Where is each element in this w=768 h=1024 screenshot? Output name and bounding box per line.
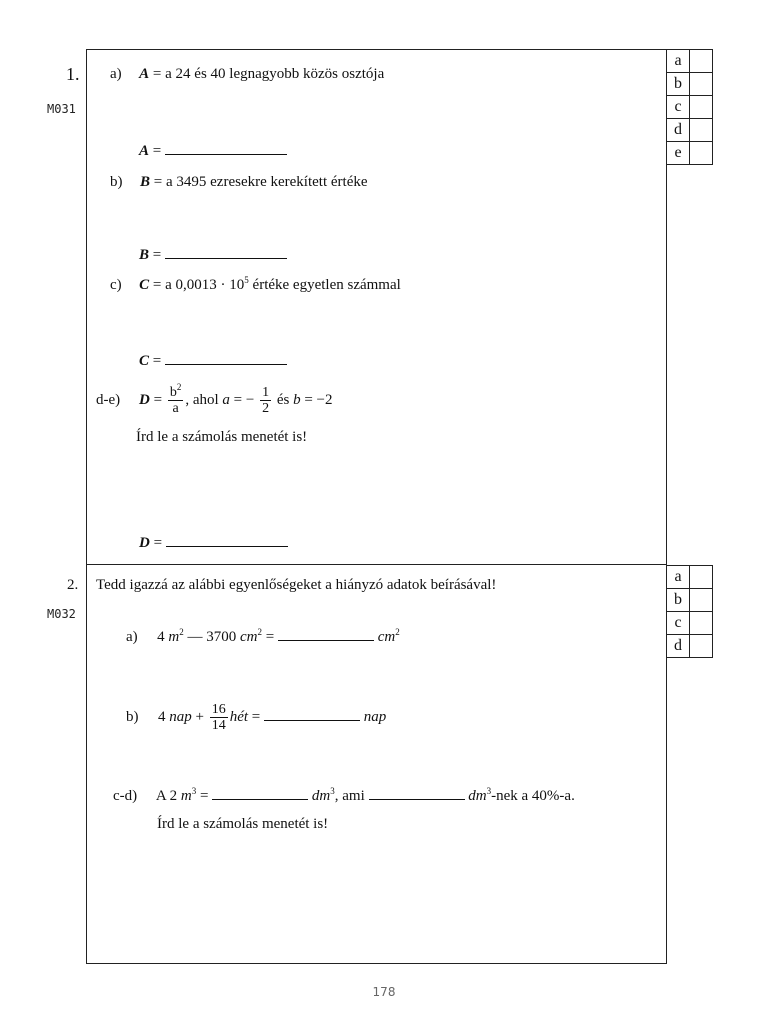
task2a-u2e: 2 (257, 627, 262, 637)
task2a-u3: cm (377, 629, 396, 645)
task1a-answer (139, 140, 287, 160)
score-row (667, 566, 713, 589)
task1-code: M031 (47, 102, 76, 116)
task2cd-question (113, 785, 575, 805)
task2cd-post: -nek a 40%-a. (491, 788, 575, 804)
task1de-answer-blank[interactable] (166, 532, 288, 547)
task1de-half-den: 2 (262, 401, 270, 417)
page-number: 178 (372, 985, 396, 999)
score-cell[interactable] (690, 589, 713, 612)
task1c-post: értéke egyetlen számmal (248, 277, 401, 293)
task2a-pre: 4 (157, 629, 169, 645)
task1de-frac-num-exp: 2 (176, 382, 182, 393)
task1de-var: D (139, 392, 150, 408)
task1de-b-eq: = −2 (300, 392, 333, 408)
task2cd-eq: = (196, 788, 213, 804)
task1-frame (86, 49, 667, 565)
score-cell[interactable] (690, 612, 713, 635)
score-row (667, 96, 713, 119)
task1b-answer (139, 244, 287, 264)
task2a-tag: a) (126, 629, 138, 645)
task2-frame (86, 564, 667, 964)
task2cd-u3: dm (468, 788, 487, 804)
task2a-u2: cm (240, 629, 258, 645)
task1a-text: = a 24 és 40 legnagyobb közös osztója (149, 66, 385, 82)
task2a-question (126, 626, 400, 646)
task2a-u3e: 2 (395, 627, 400, 637)
task2cd-u2: dm (311, 788, 331, 804)
task1de-a-eq: = − (229, 392, 255, 408)
task1b-answer-blank[interactable] (165, 244, 287, 259)
task2b-plus: + (191, 709, 208, 725)
score-label: d (667, 635, 690, 658)
task2b-eq: = (248, 709, 265, 725)
task2b-u1: nap (169, 709, 192, 725)
task1a-answer-eq: = (149, 143, 162, 159)
task2b-u3: nap (363, 709, 387, 725)
task1c-answer-blank[interactable] (165, 350, 287, 365)
task2-code: M032 (47, 607, 76, 621)
task1de-instruction: Írd le a számolás menetét is! (136, 429, 308, 445)
score-cell[interactable] (690, 50, 713, 73)
task2cd-u1: m (180, 788, 192, 804)
task1b-tag: b) (110, 174, 123, 190)
score-row (667, 73, 713, 96)
task1a-answer-blank[interactable] (165, 140, 287, 155)
score-label: a (667, 50, 690, 73)
task1de-a-var: a (222, 392, 230, 408)
task1a-tag: a) (110, 66, 122, 82)
task1de-eq: = (149, 392, 163, 408)
task2cd-u2e: 3 (330, 786, 335, 796)
task1de-es: és (273, 392, 294, 408)
task1de-question (139, 383, 332, 417)
score-row (667, 119, 713, 142)
score-row (667, 50, 713, 73)
task1c-var: C (139, 277, 150, 293)
task1de-half (260, 385, 271, 416)
task1b-question (110, 173, 368, 191)
score-label: a (667, 566, 690, 589)
score-cell[interactable] (690, 119, 713, 142)
task1b-text: = a 3495 ezresekre kerekített értéke (150, 174, 368, 190)
task2a-u1e: 2 (179, 627, 184, 637)
score-label: c (667, 96, 690, 119)
task1a-var: A (139, 66, 150, 82)
task1c-answer (139, 350, 287, 370)
task1c-answer-var: C (139, 353, 150, 369)
task2a-eq: = (262, 629, 278, 645)
task2b-u2: hét (229, 709, 249, 725)
task1de-answer (139, 532, 288, 552)
task2b-answer-blank[interactable] (264, 706, 360, 721)
task2a-mid: — 3700 (183, 629, 240, 645)
task2cd-pre: A 2 (155, 788, 181, 804)
score-cell[interactable] (690, 96, 713, 119)
task2a-answer-blank[interactable] (278, 626, 374, 641)
score-label: e (667, 142, 690, 165)
task1de-tag: d-e) (96, 392, 121, 408)
task1c-exp: 5 (244, 275, 249, 285)
task2b-den: 14 (211, 718, 226, 734)
task1de-b-var: b (293, 392, 301, 408)
task2cd-u1e: 3 (191, 786, 197, 796)
task2cd-u3e: 3 (486, 786, 492, 796)
score-row (667, 635, 713, 658)
task1de-answer-eq: = (149, 535, 163, 551)
task2a-u1: m (168, 629, 180, 645)
task2cd-blank-1[interactable] (212, 785, 308, 800)
score-label: b (667, 73, 690, 96)
task2b-tag: b) (126, 709, 139, 725)
task1de-fraction (168, 382, 184, 417)
task1b-answer-eq: = (149, 247, 162, 263)
task1de-answer-var: D (139, 535, 150, 551)
task1de-frac-den: a (172, 401, 179, 417)
score-cell[interactable] (690, 635, 713, 658)
task2-score-grid (666, 565, 713, 658)
score-row (667, 612, 713, 635)
task1c-tag: c) (110, 277, 122, 293)
task2b-fraction (210, 702, 228, 733)
score-cell[interactable] (690, 73, 713, 96)
task2-intro: Tedd igazzá az alábbi egyenlőségeket a hiányzó adatok beírásával! (96, 577, 497, 593)
task1-number: 1. (66, 64, 80, 84)
task1de-frac-num: b (169, 385, 177, 401)
task2cd-instruction: Írd le a számolás menetét is! (157, 816, 329, 832)
task2cd-tag: c-d) (113, 788, 138, 804)
score-label: c (667, 612, 690, 635)
task1a-answer-var: A (139, 143, 150, 159)
score-row (667, 142, 713, 165)
task1de-half-num: 1 (262, 385, 270, 401)
task1c-question (110, 276, 401, 294)
score-cell[interactable] (690, 142, 713, 165)
task1-score-grid (666, 49, 713, 165)
task2cd-mid: , ami (334, 788, 369, 804)
task2b-question (126, 700, 386, 734)
task1de-ahol: , ahol (185, 392, 223, 408)
task2b-pre: 4 (158, 709, 170, 725)
score-label: d (667, 119, 690, 142)
score-label: b (667, 589, 690, 612)
task2-number: 2. (67, 577, 79, 593)
task2b-num: 16 (211, 702, 226, 718)
task2cd-blank-2[interactable] (369, 785, 465, 800)
task1a-question (110, 65, 384, 83)
score-row (667, 589, 713, 612)
task1b-answer-var: B (139, 247, 150, 263)
task1b-var: B (140, 174, 151, 190)
score-cell[interactable] (690, 566, 713, 589)
task1c-pre: = a 0,0013 · 10 (149, 277, 245, 293)
task1c-answer-eq: = (149, 353, 162, 369)
